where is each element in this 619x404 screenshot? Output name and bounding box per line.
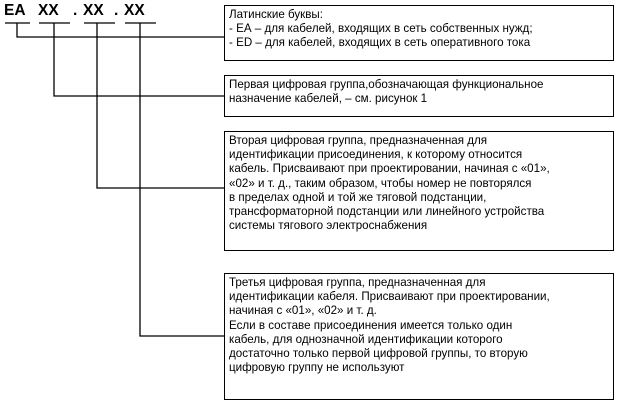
code-segment-first-group: XX: [38, 2, 59, 19]
box-text-line: Первая цифровая группа,обозначающая функциональное: [229, 78, 544, 91]
code-segment-second-group: XX: [83, 2, 104, 19]
leader-seg3: [97, 23, 224, 188]
code-separator-dot: .: [73, 2, 78, 19]
box-text-line: трансформаторной подстанции или линейного устройства: [229, 205, 545, 219]
box-text-line: назначение кабелей, – см. рисунок 1: [229, 92, 428, 106]
box-text-line: Латинские буквы:: [229, 8, 323, 21]
description-box-first-group: [224, 75, 614, 117]
description-box-third-group: [224, 273, 614, 400]
box-text-line: цифровую группу не используют: [229, 361, 405, 375]
box-text-line: начиная с «01», «02» и т. д.: [229, 304, 377, 318]
leader-seg2: [54, 23, 224, 96]
box-text-line: Вторая цифровая группа, предназначенная для: [229, 134, 488, 147]
code-separator-dot: .: [114, 2, 119, 19]
description-box-second-group: [224, 131, 614, 251]
box-text-line: Если в составе присоединения имеется только один: [229, 318, 513, 332]
code-segment-letters: EA: [4, 2, 26, 19]
box-text-line: идентификации кабеля. Присваивают при проектировании,: [229, 290, 550, 304]
box-text-line: достаточно только первой цифровой группы, то вторую: [229, 347, 528, 361]
box-text-line: Третья цифровая группа, предназначенная для: [229, 276, 486, 289]
leader-seg1: [17, 23, 224, 37]
box-text-line: кабель, для однозначной идентификации которого: [229, 332, 503, 346]
box-text-line: кабель. Присваивают при проектировании, начиная с «01»,: [229, 162, 550, 176]
box-text-line: «02» и т. д., таким образом, чтобы номер не повторялся: [229, 176, 532, 190]
leader-seg4: [140, 23, 224, 336]
box-text-line: - ED – для кабелей, входящих в сеть оперативного тока: [229, 36, 531, 50]
box-text-line: в пределах одной и той же тяговой подстанции,: [229, 190, 487, 204]
box-text-line: идентификации присоединения, к которому относится: [229, 148, 523, 162]
box-text-line: системы тягового электроснабжения: [229, 219, 428, 233]
description-box-letters: [224, 5, 614, 61]
box-text-line: - ЕА – для кабелей, входящих в сеть собственных нужд;: [229, 22, 533, 36]
code-segment-third-group: XX: [124, 2, 145, 19]
